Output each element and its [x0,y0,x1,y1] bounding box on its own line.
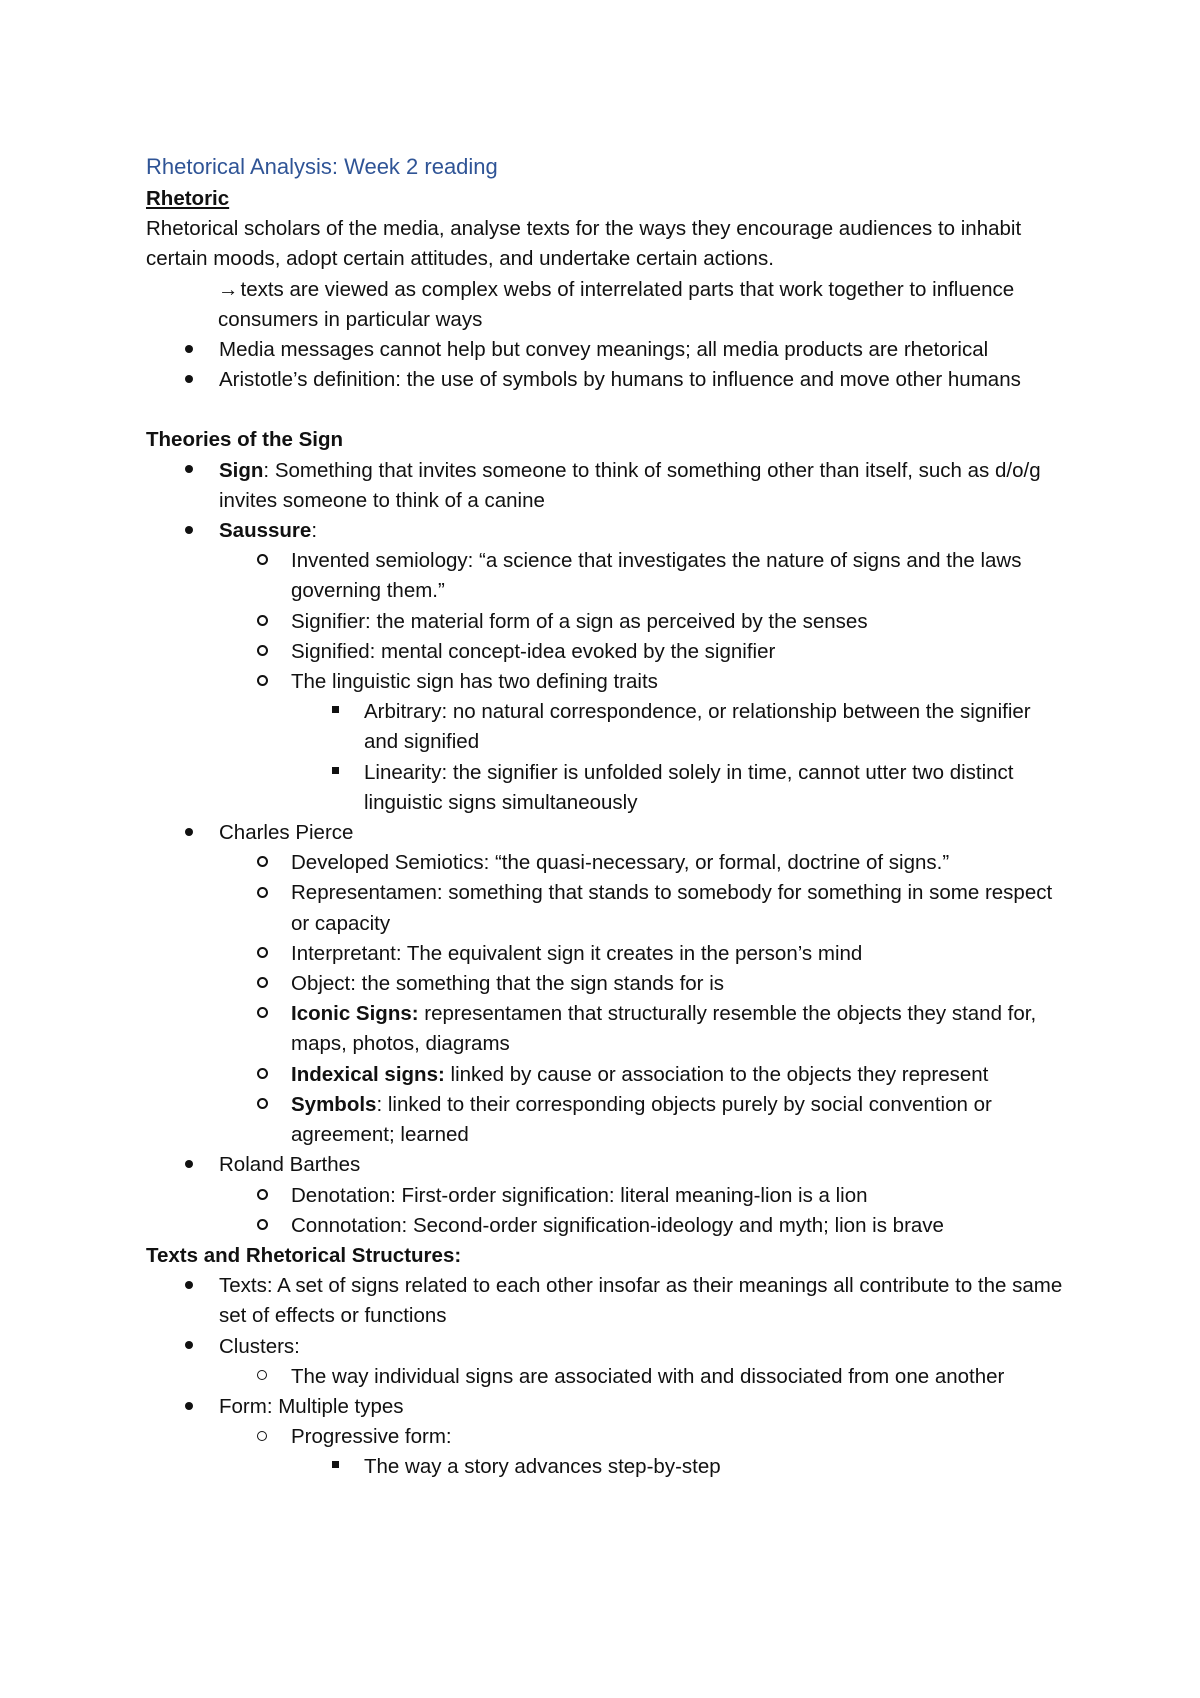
theories-heading: Theories of the Sign [146,428,344,452]
bullet-icon [185,1402,193,1410]
circle-bullet-icon [257,645,268,656]
circle-bullet-icon [257,1189,268,1200]
square-bullet-icon [332,706,339,713]
list-item: The way individual signs are associated with and dissociated from one another [146,1362,1066,1392]
list-item: Representamen: something that stands to somebody for something in some respect or capacity [146,878,1066,938]
texts-heading: Texts and Rhetorical Structures: [146,1243,462,1267]
arrow-note [218,275,1066,335]
theories-list [146,456,1066,1241]
list-item: Texts: A set of signs related to each other insofar as their meanings all contribute to the same set of effects or functions [146,1271,1066,1331]
list-item: Arbitrary: no natural correspondence, or relationship between the signifier and signified [146,697,1066,757]
list-item: Developed Semiotics: “the quasi-necessary, or formal, doctrine of signs.” [146,848,1066,878]
list-item: Symbols: linked to their corresponding objects purely by social convention or agreement; learned [146,1090,1066,1150]
list-item: Invented semiology: “a science that investigates the nature of signs and the laws governing them.” [146,546,1066,606]
circle-bullet-icon [257,1370,267,1380]
list-item: The linguistic sign has two defining traits [146,667,1066,697]
list-item: Object: the something that the sign stands for is [146,969,1066,999]
list-item-pierce: Charles Pierce [146,818,1066,848]
list-item: Clusters: [146,1332,1066,1362]
arrow-note-text: texts are viewed as complex webs of interrelated parts that work together to influence consumers in particular ways [218,277,1015,331]
list-item-sign: Sign: Something that invites someone to think of something other than itself, such as d/o/g invites someone to think of a canine [146,456,1066,516]
list-item: Media messages cannot help but convey meanings; all media products are rhetorical [146,335,1066,365]
list-item: Interpretant: The equivalent sign it creates in the person’s mind [146,939,1066,969]
circle-bullet-icon [257,1068,268,1079]
circle-bullet-icon [257,856,268,867]
bullet-icon [185,1341,193,1349]
texts-list [146,1271,1066,1482]
circle-bullet-icon [257,1098,268,1109]
rhetoric-bullets [146,335,1066,395]
circle-bullet-icon [257,675,268,686]
list-item-saussure: Saussure: [146,516,1066,546]
circle-bullet-icon [257,887,268,898]
rhetoric-intro: Rhetorical scholars of the media, analyse texts for the ways they encourage audiences to inhabit certain moods, adopt certain attitudes, and undertake certain actions. [146,217,1022,271]
list-item: Signified: mental concept-idea evoked by the signifier [146,637,1066,667]
list-item: Iconic Signs: representamen that structurally resemble the objects they stand for, maps, photos, diagrams [146,999,1066,1059]
list-item: Aristotle’s definition: the use of symbols by humans to influence and move other humans [146,365,1066,395]
bullet-icon [185,345,193,353]
list-item-barthes: Roland Barthes [146,1150,1066,1180]
bullet-icon [185,465,193,473]
square-bullet-icon [332,1461,339,1468]
bullet-icon [185,375,193,383]
circle-bullet-icon [257,554,268,565]
circle-bullet-icon [257,977,268,988]
list-item: Progressive form: [146,1422,1066,1452]
rhetoric-heading: Rhetoric [146,187,230,210]
bullet-icon [185,526,193,534]
bullet-icon [185,828,193,836]
circle-bullet-icon [257,1219,268,1230]
arrow-right-icon: → [218,277,239,301]
list-item: Form: Multiple types [146,1392,1066,1422]
list-item: Signifier: the material form of a sign as perceived by the senses [146,607,1066,637]
list-item: Denotation: First-order signification: literal meaning-lion is a lion [146,1181,1066,1211]
document-title: Rhetorical Analysis: Week 2 reading [146,154,498,179]
circle-bullet-icon [257,947,268,958]
list-item: Linearity: the signifier is unfolded solely in time, cannot utter two distinct linguistic signs simultaneously [146,758,1066,818]
circle-bullet-icon [257,615,268,626]
circle-bullet-icon [257,1431,267,1441]
circle-bullet-icon [257,1007,268,1018]
square-bullet-icon [332,767,339,774]
bullet-icon [185,1160,193,1168]
list-item: The way a story advances step-by-step [146,1452,1066,1482]
bullet-icon [185,1281,193,1289]
list-item: Connotation: Second-order signification-ideology and myth; lion is brave [146,1211,1066,1241]
list-item: Indexical signs: linked by cause or association to the objects they represent [146,1060,1066,1090]
document-page [146,150,1066,1483]
